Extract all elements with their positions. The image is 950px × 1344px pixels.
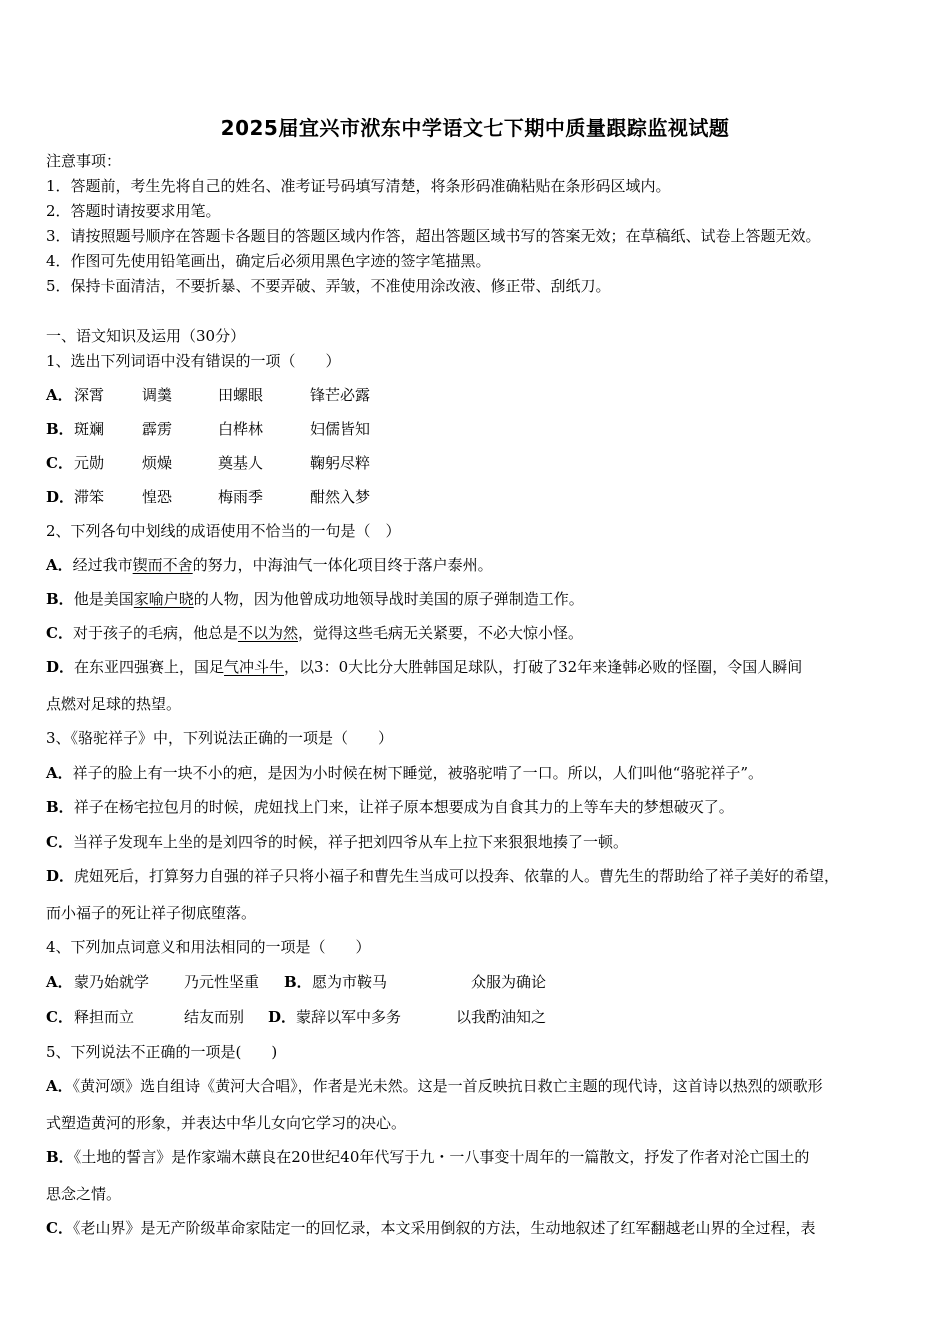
q5-option-b — [46, 1147, 809, 1167]
q4-option-b-letter: B． — [284, 973, 312, 991]
q1-option-b-letter: B． — [46, 420, 74, 438]
q4-option-a-phrase-2: 乃元性坚重 — [184, 973, 260, 991]
exam-title: 2025届宜兴市洑东中学语文七下期中质量跟踪监视试题 — [220, 116, 730, 140]
q2-option-c-letter: C． — [46, 624, 73, 642]
q5-option-b-text: 《土地的誓言》是作家端木蕻良在20世纪40年代写于九・一八事变十周年的一篇散文，抒发了作者对沦亡国土的 — [73, 1148, 810, 1166]
q1-option-d-word-1: 滞笨 — [74, 488, 105, 506]
q4-option-c-letter: C． — [46, 1008, 73, 1026]
q1-stem: 1、选出下列词语中没有错误的一项（ ） — [46, 352, 341, 370]
q3-option-b-letter: B． — [46, 798, 74, 816]
section-heading: 一、语文知识及运用（30分） — [46, 327, 246, 345]
q4-option-d-letter: D． — [268, 1008, 297, 1026]
q2-option-d — [46, 657, 802, 677]
q1-option-c — [46, 453, 370, 473]
q4-option-a-letter: A． — [46, 973, 73, 991]
q1-option-c-letter: C． — [46, 454, 73, 472]
q1-option-d-letter: D． — [46, 488, 75, 506]
q1-option-c-word-4: 鞠躬尽粹 — [310, 454, 371, 472]
notice-item-1: 1．答题前，考生先将自己的姓名、准考证号码填写清楚，将条形码准确粘贴在条形码区域内。 — [46, 177, 671, 195]
q3-stem: 3、《骆驼祥子》中，下列说法正确的一项是（ ） — [46, 729, 394, 747]
q1-option-a-word-2: 调羹 — [142, 386, 173, 404]
q5-option-c — [46, 1218, 815, 1238]
q1-option-d-word-3: 梅雨季 — [218, 488, 264, 506]
q1-option-a-word-1: 深霄 — [74, 386, 105, 404]
q5-option-c-letter: C． — [46, 1219, 73, 1237]
q1-option-a — [46, 385, 370, 405]
q3-option-a-letter: A． — [46, 764, 73, 782]
q1-option-d — [46, 487, 370, 507]
q3-option-d-text: 虎妞死后，打算努力自强的祥子只将小福子和曹先生当成可以投奔、依靠的人。曹先生的帮助给了祥子美好的希望， — [74, 867, 840, 885]
q2-option-d-idiom: 气冲斗牛 — [224, 658, 285, 676]
q3-option-d-letter: D． — [46, 867, 75, 885]
q1-option-b-word-3: 白桦林 — [218, 420, 264, 438]
q5-option-a — [46, 1076, 823, 1096]
notice-item-4: 4．作图可先使用铅笔画出，确定后必须用黑色字迹的签字笔描黑。 — [46, 252, 491, 270]
q4-row-2 — [46, 1007, 546, 1027]
q5-option-a-continued: 式塑造黄河的形象，并表达中华儿女向它学习的决心。 — [46, 1114, 407, 1132]
q5-stem: 5、下列说法不正确的一项是( ) — [46, 1043, 278, 1061]
q2-option-c-idiom: 不以为然 — [237, 624, 298, 642]
q5-option-a-letter: A． — [46, 1077, 73, 1095]
q2-option-d-pre: 在东亚四强赛上，国足 — [74, 658, 225, 676]
q2-option-a-post: 的努力，中海油气一体化项目终于落户泰州。 — [192, 556, 493, 574]
q1-option-b-word-1: 斑斓 — [74, 420, 105, 438]
q3-option-d-continued: 而小福子的死让祥子彻底堕落。 — [46, 904, 257, 922]
q2-option-c-pre: 对于孩子的毛病，他总是 — [72, 624, 238, 642]
q5-option-b-letter: B． — [46, 1148, 74, 1166]
q4-option-c-phrase-1: 释担而立 — [74, 1008, 135, 1026]
q2-option-a — [46, 555, 493, 575]
q2-option-b — [46, 589, 584, 609]
q2-option-d-continued: 点燃对足球的热望。 — [46, 695, 182, 713]
q5-option-b-continued: 思念之情。 — [46, 1185, 122, 1203]
q1-option-c-word-1: 元勋 — [74, 454, 105, 472]
q4-stem: 4、下列加点词意义和用法相同的一项是（ ） — [46, 938, 371, 956]
q1-option-b-word-4: 妇儒皆知 — [310, 420, 371, 438]
q3-option-c-letter: C． — [46, 833, 73, 851]
q1-option-d-word-2: 惶恐 — [142, 488, 173, 506]
q4-row-1 — [46, 972, 546, 992]
q1-option-c-word-2: 烦燥 — [142, 454, 173, 472]
q3-option-a — [46, 763, 763, 783]
q4-option-b-phrase-1: 愿为市鞍马 — [312, 973, 388, 991]
q4-option-a-phrase-1: 蒙乃始就学 — [74, 973, 150, 991]
q2-option-a-idiom: 锲而不舍 — [132, 556, 193, 574]
q4-option-b-phrase-2: 众服为确论 — [471, 973, 547, 991]
q2-option-d-letter: D． — [46, 658, 75, 676]
q4-option-d-phrase-1: 蒙辞以军中多务 — [296, 1008, 402, 1026]
q1-option-c-word-3: 奠基人 — [218, 454, 264, 472]
q4-option-d-phrase-2: 以我酌油知之 — [456, 1008, 547, 1026]
q1-option-a-letter: A． — [46, 386, 73, 404]
q2-option-a-pre: 经过我市 — [72, 556, 133, 574]
q2-stem: 2、下列各句中划线的成语使用不恰当的一句是（ ） — [46, 522, 401, 540]
q1-option-b — [46, 419, 370, 439]
q1-option-d-word-4: 酣然入梦 — [310, 488, 371, 506]
q4-option-c-phrase-2: 结友而别 — [184, 1008, 245, 1026]
q2-option-b-pre: 他是美国 — [73, 590, 134, 608]
notice-heading: 注意事项： — [46, 152, 122, 170]
q2-option-b-letter: B． — [46, 590, 74, 608]
notice-item-3: 3．请按照题号顺序在答题卡各题目的答题区域内作答，超出答题区域书写的答案无效；在草稿纸、试卷上答题无效。 — [46, 227, 821, 245]
q1-option-a-word-4: 锋芒必露 — [310, 386, 371, 404]
q2-option-b-idiom: 家喻户晓 — [133, 590, 194, 608]
q3-option-c-text: 当祥子发现车上坐的是刘四爷的时候，祥子把刘四爷从车上拉下来狠狠地揍了一顿。 — [72, 833, 628, 851]
q1-option-a-word-3: 田螺眼 — [218, 386, 264, 404]
q3-option-b-text: 祥子在杨宅拉包月的时候，虎妞找上门来，让祥子原本想要成为自食其力的上等车夫的梦想破灭了。 — [73, 798, 734, 816]
q3-option-b — [46, 797, 734, 817]
q2-option-d-post: ，以3：0大比分大胜韩国足球队，打破了32年来逢韩必败的怪圈，令国人瞬间 — [284, 658, 803, 676]
q2-option-c-post: ，觉得这些毛病无关紧要，不必大惊小怪。 — [297, 624, 583, 642]
q2-option-a-letter: A． — [46, 556, 73, 574]
notice-item-5: 5．保持卡面清洁，不要折暴、不要弄破、弄皱，不准使用涂改液、修正带、刮纸刀。 — [46, 277, 611, 295]
q5-option-c-text: 《老山界》是无产阶级革命家陆定一的回忆录，本文采用倒叙的方法，生动地叙述了红军翻越老山界的全过程，表 — [72, 1219, 816, 1237]
q5-option-a-text: 《黄河颂》选自组诗《黄河大合唱》，作者是光未然。这是一首反映抗日救亡主题的现代诗，这首诗以热烈的颂歌形 — [72, 1077, 823, 1095]
q2-option-c — [46, 623, 583, 643]
q3-option-c — [46, 832, 628, 852]
q3-option-d — [46, 866, 839, 886]
q1-option-b-word-2: 霹雳 — [142, 420, 173, 438]
q3-option-a-text: 祥子的脸上有一块不小的疤，是因为小时候在树下睡觉，被骆驼啃了一口。所以，人们叫他“骆驼祥子”。 — [72, 764, 763, 782]
notice-item-2: 2．答题时请按要求用笔。 — [46, 202, 221, 220]
q2-option-b-post: 的人物，因为他曾成功地领导战时美国的原子弹制造工作。 — [193, 590, 584, 608]
